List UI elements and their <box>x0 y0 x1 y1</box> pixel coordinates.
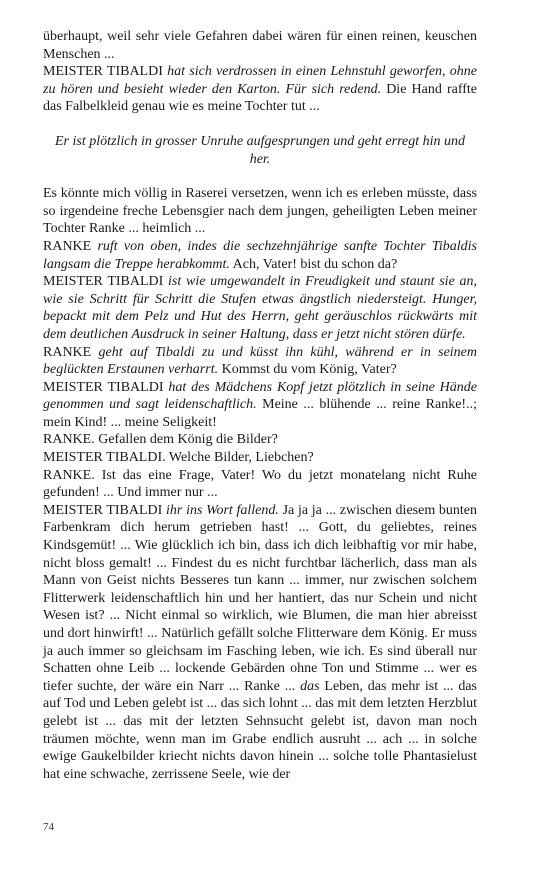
text-paragraph <box>43 379 477 432</box>
italic-segment: geht auf Tibaldi zu und küsst ihn kühl, während er in seinem beglückten Erstaunen verharrt. <box>43 344 477 378</box>
text-segment: RANKE <box>43 238 98 254</box>
text-segment: Die Hand raffte das Falbelkleid genau wie es meine Tochter tut ... <box>43 81 477 115</box>
text-segment: MEISTER TIBALDI. Welche Bilder, Liebchen? <box>43 450 314 466</box>
text-paragraph <box>43 431 477 449</box>
italic-segment: hat des Mädchens Kopf jetzt plötzlich in seine Hände genommen und sagt leidenschaftlich. <box>43 379 477 413</box>
text-paragraph <box>43 185 477 238</box>
text-segment: überhaupt, weil sehr viele Gefahren dabei wären für einen reinen, keuschen Menschen ... <box>43 29 477 62</box>
text-segment: Ach, Vater! bist du schon da? <box>229 256 398 272</box>
text-segment: RANKE <box>43 344 99 360</box>
text-paragraph <box>43 344 477 379</box>
text-segment: MEISTER TIBALDI <box>43 379 169 395</box>
text-segment: MEISTER TIBALDI <box>43 502 167 518</box>
text-segment: Kommst du vom König, Vater? <box>218 362 397 378</box>
italic-segment: ist wie umgewandelt in Freudigkeit und staunt sie an, wie sie Schritt für Schritt die Stufen etwas ängstlich niedersteigt. Hunger, bepackt mit dem Pelz und Hut des Herrn, geht geräuschlos rückwärts mit dem deutlichen Ausdruck in seiner Haltung, dass er jetzt nicht stören dürfe. <box>43 274 477 342</box>
text-paragraph <box>43 273 477 343</box>
italic-segment: hat sich verdrossen in einen Lehnstuhl geworfen, ohne zu hören und besieht wieder den Karton. Für sich redend. <box>43 64 478 97</box>
stage-direction: Er ist plötzlich in grosser Unruhe aufgesprungen und geht erregt hin und her. <box>55 133 465 167</box>
text-segment: RANKE. Ist das eine Frage, Vater! Wo du jetzt monatelang nicht Ruhe gefunden! ... Und immer nur ... <box>43 467 477 501</box>
text-paragraph <box>43 467 477 502</box>
book-page <box>43 28 477 783</box>
text-segment: Ja ja ja ... zwischen diesem bunten Farbenkram dich herum getrieben hast! ... Gott, du geliebtes, reines Kindsgemüt! ... Wie glücklich ich bin, dass ich dich leibhaftig vor mir habe, nicht bloss gemalt! ... Findest du es nicht furchtbar lächerlich, dass man als Mann von Geist nichts Besseres tun kann ... immer, nur zwischen solchem Flitterwerk leidenschaftlich hin und her hantiert, das nur Schein und nicht Wesen ist? ... Nicht einmal so wirklich, wie Blumen, die man hier abreisst und dort hinwirft! ... Natürlich gefällt solche Flitterware dem König. Er muss ja auch immer so gleichsam im Fasching leben, wie ich. Es sind überall nur Schatten ohne Leib ... lockende Gebärden ohne Ton und Stimme ... wer es tiefer suchte, der wäre ein Narr ... Ranke ... <box>43 502 478 694</box>
italic-segment: ihr ins Wort fallend. <box>166 502 279 518</box>
italic-segment: das <box>300 678 320 694</box>
text-segment: MEISTER TIBALDI <box>43 274 169 290</box>
text-paragraph <box>43 449 477 467</box>
text-flow <box>43 28 477 783</box>
stage-gap <box>43 168 477 185</box>
text-segment: RANKE. Gefallen dem König die Bilder? <box>43 432 278 448</box>
text-segment: Leben, das mehr ist ... das auf Tod und Leben gelebt ist ... das sich lohnt ... das mit dem letzten Herzblut gelebt ist ... das mit der letzten Sehnsucht gelebt ist, davon man noch träumen möchte, wenn man im Grabe endlich ausruht ... ach ... in solche ewige Gaukelbilder kriecht nichts davon hinein ... solche tolle Phantasielust hat eine schwache, zerrissene Seele, wie der <box>43 678 478 782</box>
text-paragraph <box>43 502 477 784</box>
text-segment: MEISTER TIBALDI <box>43 64 168 80</box>
text-paragraph <box>43 63 477 116</box>
text-paragraph <box>43 28 477 63</box>
text-paragraph <box>43 238 477 273</box>
italic-segment: ruft von oben, indes die sechzehnjährige sanfte Tochter Tibaldis langsam die Treppe herabkommt. <box>43 238 477 272</box>
page-number: 74 <box>43 821 54 833</box>
stage-gap <box>43 116 477 133</box>
text-segment: Meine ... blühende ... reine Ranke!..; mein Kind! ... meine Seligkeit! <box>43 397 477 430</box>
text-segment: Es könnte mich völlig in Raserei versetzen, wenn ich es erleben müsste, dass so irgendeine freche Lebensgier nach dem jungen, geheiligten Leben meiner Tochter Ranke ... heimlich ... <box>43 186 477 237</box>
